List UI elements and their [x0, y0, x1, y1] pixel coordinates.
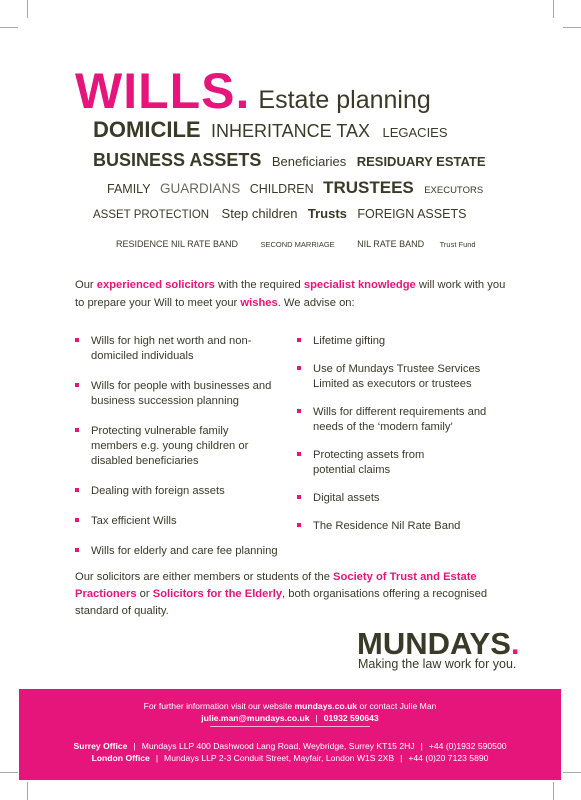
list-item-text: Use of Mundays Trustee Services Limited as executors or trustees — [313, 363, 481, 390]
closing-text: , both organisations offering a recognised standard of quality. — [75, 588, 488, 617]
intro-text: will work with you to prepare your Will to meet your — [75, 279, 506, 309]
cloud-word: Trust Fund — [439, 240, 476, 249]
footer-divider: | — [155, 753, 159, 763]
cloud-word: BUSINESS ASSETS — [93, 150, 262, 170]
london-office-line — [19, 753, 561, 763]
list-item-text: Dealing with foreign assets — [91, 485, 225, 497]
cloud-word: CHILDREN — [249, 182, 314, 196]
website-link[interactable]: mundays.co.uk — [294, 701, 358, 711]
contact-footer — [19, 689, 561, 780]
list-item — [75, 379, 281, 409]
list-item-text: The Residence Nil Rate Band — [313, 520, 461, 532]
word-cloud-row — [93, 150, 486, 171]
list-item — [297, 491, 507, 506]
bullet-square-icon — [297, 452, 301, 456]
bullet-square-icon — [75, 548, 79, 552]
footer-rule — [210, 726, 370, 727]
list-item-text: Wills for elderly and care fee planning — [91, 545, 278, 557]
intro-text: . We advise on: — [277, 296, 355, 309]
list-item-text: Wills for different requirements and needs of the ‘modern family’ — [313, 406, 487, 433]
list-item — [297, 334, 507, 349]
phone-link[interactable]: 01932 590643 — [323, 713, 379, 723]
email-link[interactable]: julie.man@mundays.co.uk — [201, 713, 310, 723]
bullet-square-icon — [75, 518, 79, 522]
footer-contact-line — [19, 713, 561, 723]
intro-highlight: wishes — [240, 296, 278, 309]
crop-mark — [27, 0, 28, 18]
cloud-word: GUARDIANS — [159, 181, 241, 196]
surrey-office-phone[interactable]: +44 (0)1932 590500 — [428, 741, 507, 751]
list-item-text: Wills for high net worth and non-domiciled individuals — [91, 335, 252, 362]
cloud-word: Step children — [221, 206, 298, 221]
closing-text: or — [136, 588, 153, 600]
list-item — [75, 334, 256, 364]
headline-wills: WILLS. — [75, 63, 251, 119]
headline-estate-planning: Estate planning — [258, 86, 431, 114]
bullet-square-icon — [297, 338, 301, 342]
surrey-office-line — [19, 741, 561, 751]
footer-divider: | — [400, 753, 403, 763]
list-item-text: Protecting assets from potential claims — [313, 449, 425, 476]
logo-dot: . — [510, 626, 520, 661]
london-office-address: Mundays LLP 2-3 Conduit Street, Mayfair, London W1S 2XB — [164, 753, 395, 763]
crop-mark — [563, 772, 581, 773]
crop-mark — [27, 782, 28, 800]
cloud-word: Trusts — [307, 206, 347, 221]
cloud-word: RESIDUARY ESTATE — [356, 154, 486, 169]
cloud-word: RESIDENCE NIL RATE BAND — [116, 239, 239, 249]
cloud-word: FAMILY — [107, 182, 151, 196]
list-item-text: Lifetime gifting — [313, 335, 386, 347]
closing-highlight: Solicitors for the Elderly — [152, 588, 283, 600]
word-cloud-row — [116, 234, 476, 252]
word-cloud-row — [93, 117, 448, 143]
bullet-square-icon — [75, 383, 79, 387]
bullet-list-left — [75, 334, 290, 559]
crop-mark — [553, 782, 554, 800]
crop-mark — [0, 27, 18, 28]
list-item — [297, 448, 453, 478]
list-item-text: Protecting vulnerable family members e.g. young children or disabled beneficiaries — [91, 425, 249, 467]
list-item-text: Digital assets — [313, 492, 380, 504]
cloud-word: NIL RATE BAND — [357, 239, 425, 249]
bullet-square-icon — [297, 523, 301, 527]
intro-paragraph — [75, 277, 515, 312]
london-office-phone[interactable]: +44 (0)20 7123 5890 — [408, 753, 489, 763]
bullet-square-icon — [75, 338, 79, 342]
list-item-text: Tax efficient Wills — [91, 515, 177, 527]
surrey-office-address: Mundays LLP 400 Dashwood Lang Road, Weybridge, Surrey KT15 2HJ — [141, 741, 415, 751]
bullet-square-icon — [75, 428, 79, 432]
cloud-word: ASSET PROTECTION — [93, 209, 210, 221]
intro-text: Our — [75, 279, 97, 291]
logo-tagline: Making the law work for you. — [358, 657, 517, 671]
cloud-word: EXECUTORS — [424, 185, 484, 196]
cloud-word: DOMICILE — [93, 117, 201, 142]
word-cloud-row — [107, 178, 483, 198]
cloud-word: SECOND MARRIAGE — [260, 240, 335, 249]
list-item — [75, 514, 290, 529]
bullet-square-icon — [297, 409, 301, 413]
cloud-word: FOREIGN ASSETS — [357, 207, 467, 221]
footer-info-line — [19, 701, 561, 711]
list-item — [75, 484, 290, 499]
intro-highlight: specialist knowledge — [303, 279, 416, 291]
cloud-word: Beneficiaries — [271, 154, 347, 169]
bullet-square-icon — [75, 488, 79, 492]
list-item — [297, 362, 498, 392]
list-item — [297, 519, 507, 534]
logo-name: MUNDAYS — [357, 626, 511, 661]
crop-mark — [563, 27, 581, 28]
footer-divider: | — [133, 741, 136, 751]
closing-text: Our solicitors are either members or students of the — [75, 571, 334, 583]
closing-paragraph — [75, 569, 515, 620]
cloud-word: TRUSTEES — [323, 178, 414, 197]
closing-highlight: Society of Trust and Estate Practioners — [75, 571, 477, 600]
footer-text: or contact Julie Man — [357, 701, 437, 711]
word-cloud-row — [93, 205, 466, 223]
cloud-word: INHERITANCE TAX — [211, 121, 371, 141]
bullet-square-icon — [297, 366, 301, 370]
list-item-text: Wills for people with businesses and business succession planning — [91, 380, 272, 407]
list-item — [297, 405, 493, 435]
cloud-word: LEGACIES — [382, 125, 448, 140]
bullet-square-icon — [297, 495, 301, 499]
list-item — [75, 424, 256, 469]
london-office-label: London Office — [91, 753, 150, 763]
intro-text: with the required — [214, 279, 304, 291]
footer-divider: | — [420, 741, 423, 751]
footer-divider: | — [315, 713, 318, 723]
intro-highlight: experienced solicitors — [96, 279, 215, 291]
footer-text: For further information visit our website — [143, 701, 295, 711]
headline — [75, 62, 431, 120]
surrey-office-label: Surrey Office — [73, 741, 128, 751]
crop-mark — [553, 0, 554, 18]
bullet-list-right — [297, 334, 507, 534]
list-item — [75, 544, 290, 559]
crop-mark — [0, 772, 18, 773]
